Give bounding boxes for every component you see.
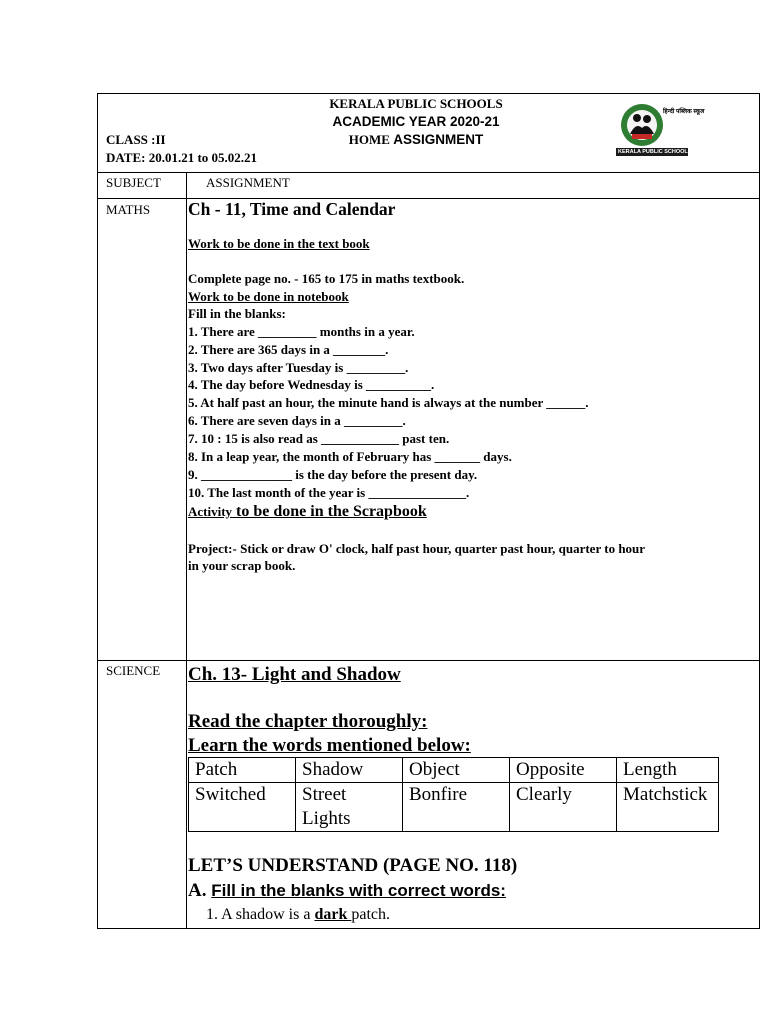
column-divider [186, 172, 187, 928]
academic-year: ACADEMIC YEAR 2020-21 [332, 114, 500, 129]
table-cell: Clearly [510, 783, 617, 832]
document-title [298, 131, 534, 148]
subject-column-header: SUBJECT [106, 175, 161, 190]
activity-heading [188, 501, 427, 523]
vocabulary-table [188, 757, 719, 832]
logo-top-text: हिन्दी पब्लिक स्कूल [663, 109, 705, 115]
maths-question-6: 6. There are seven days in a _________. [188, 413, 406, 428]
maths-question-7: 7. 10 : 15 is also read as ____________ past ten. [188, 431, 450, 446]
table-row [189, 783, 719, 832]
maths-chapter-title: Ch - 11, Time and Calendar [188, 199, 396, 219]
table-cell: Switched [189, 783, 296, 832]
learn-instruction: Learn the words mentioned below: [188, 735, 471, 756]
table-cell: Shadow [296, 758, 403, 783]
school-logo [614, 98, 705, 162]
activity-rest: to be done in the Scrapbook [232, 503, 427, 520]
assignment-column-header: ASSIGNMENT [206, 175, 290, 190]
lets-understand-heading: LET’S UNDERSTAND (PAGE NO. 118) [188, 855, 518, 876]
notebook-heading: Work to be done in notebook [188, 289, 349, 304]
maths-question-8: 8. In a leap year, the month of February has _______ days. [188, 449, 512, 464]
section-a-text: Fill in the blanks with correct words: [211, 881, 506, 900]
q1-answer: dark [314, 906, 352, 923]
class-label: CLASS :II [106, 132, 166, 147]
table-cell: Matchstick [617, 783, 719, 832]
school-name: KERALA PUBLIC SCHOOLS [329, 96, 503, 111]
maths-question-5: 5. At half past an hour, the minute hand is always at the number ______. [188, 395, 589, 410]
maths-question-2: 2. There are 365 days in a ________. [188, 342, 389, 357]
table-cell: Object [403, 758, 510, 783]
table-cell: Opposite [510, 758, 617, 783]
activity-word: Activity [188, 504, 233, 519]
maths-question-4: 4. The day before Wednesday is __________. [188, 377, 435, 392]
table-cell: Bonfire [403, 783, 510, 832]
maths-subject-label: MATHS [106, 202, 151, 217]
date-label: DATE: 20.01.21 to 05.02.21 [106, 150, 258, 165]
logo-caption: KERALA PUBLIC SCHOOLS [618, 149, 692, 155]
maths-science-divider [98, 660, 759, 661]
header-row [98, 94, 759, 173]
table-cell: Length [617, 758, 719, 783]
project-line-1: Project:- Stick or draw O' clock, half past hour, quarter past hour, quarter to hour [188, 541, 646, 556]
maths-question-1: 1. There are _________ months in a year. [188, 324, 415, 339]
read-instruction: Read the chapter thoroughly: [188, 711, 428, 732]
science-chapter-title: Ch. 13- Light and Shadow [188, 664, 401, 685]
table-row [189, 758, 719, 783]
project-line-2: in your scrap book. [188, 558, 296, 573]
q1-prefix: 1. A shadow is a [206, 906, 315, 923]
science-question-1 [206, 905, 390, 925]
table-cell: Patch [189, 758, 296, 783]
section-a-heading [188, 879, 506, 903]
title-assignment: ASSIGNMENT [393, 132, 484, 147]
title-home: HOME [348, 132, 394, 147]
fill-blanks-heading: Fill in the blanks: [188, 306, 286, 321]
maths-question-9: 9. ______________ is the day before the present day. [188, 467, 478, 482]
q1-suffix: patch. [351, 906, 391, 923]
science-subject-label: SCIENCE [106, 663, 161, 678]
maths-question-10: 10. The last month of the year is _______________. [188, 485, 470, 500]
section-a-letter: A. [188, 880, 212, 901]
table-cell: Street Lights [296, 783, 403, 832]
assignment-sheet [97, 93, 760, 929]
maths-question-3: 3. Two days after Tuesday is _________. [188, 360, 409, 375]
textbook-heading: Work to be done in the text book [188, 236, 370, 251]
textbook-task: Complete page no. - 165 to 175 in maths textbook. [188, 271, 465, 286]
